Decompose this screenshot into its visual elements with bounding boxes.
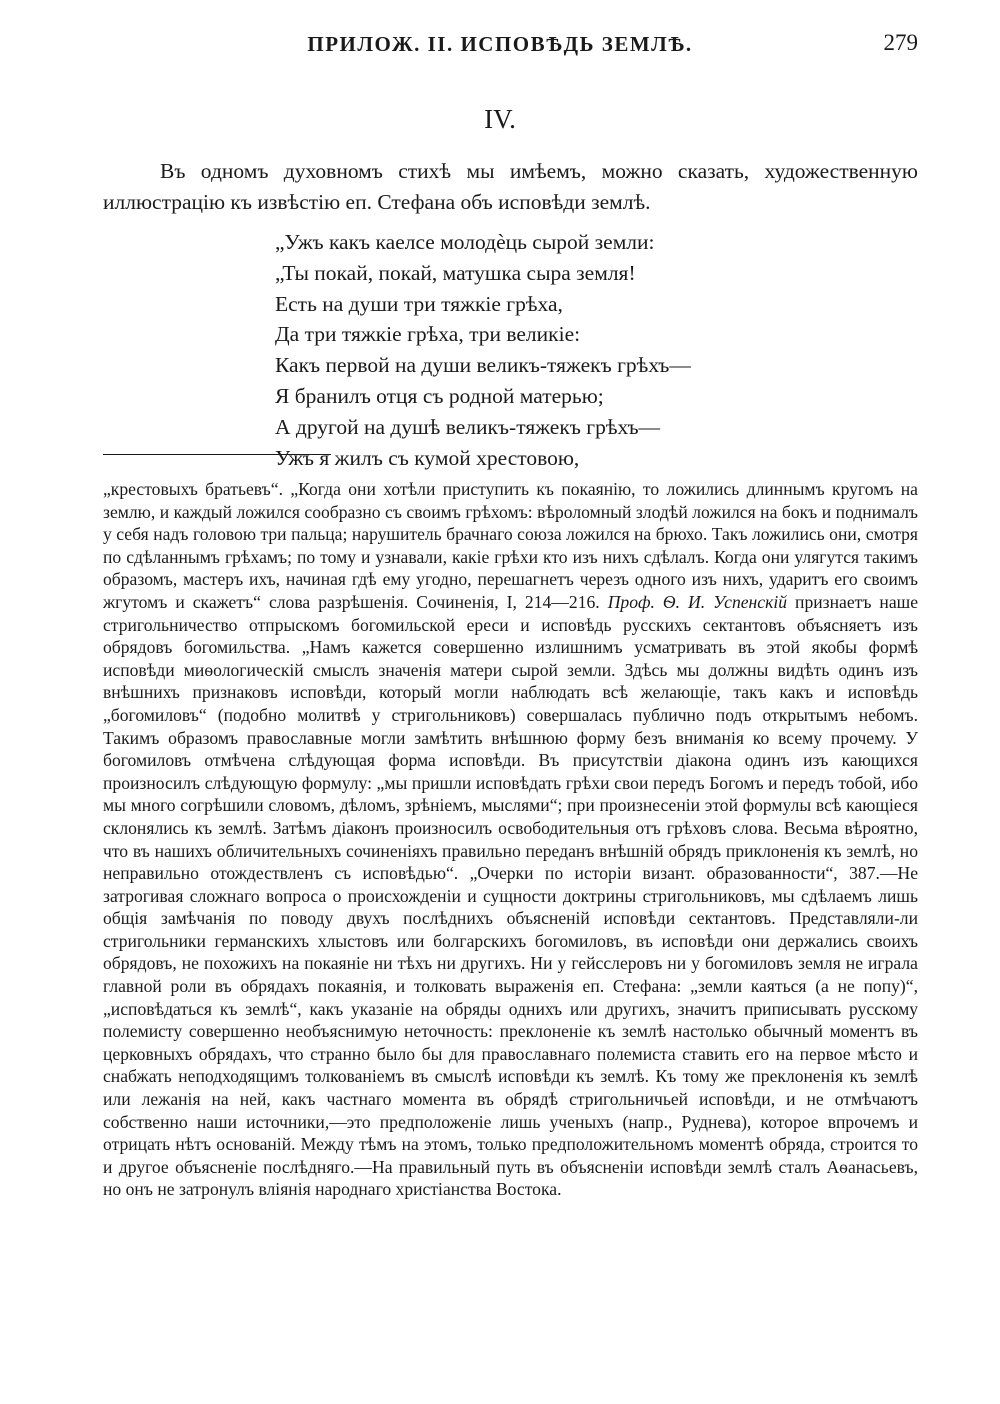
verse-line: Ужъ я жилъ съ кумой хрестовою, (275, 445, 580, 470)
verse-line: А другой на душѣ великъ-тяжекъ грѣхъ— (275, 414, 661, 439)
verse-line: Я бранилъ отця съ родной матерью; (275, 383, 604, 408)
footnote-part-2: признаетъ наше стригольничество отпрыскомъ богомильской ереси и исповѣдь русскихъ сектантовъ объясняетъ изъ обрядовъ богомильства. „Намъ кажется совершенно излишнимъ усматривать въ этой якобы формѣ исповѣди миѳологическій смыслъ значенія матери сырой земли. Здѣсь мы должны видѣть одинъ изъ внѣшнихъ признаковъ исповѣди, который могли наблюдать всѣ желающіе, такъ какъ и исповѣдь „богомиловъ“ (подобно молитвѣ у стригольниковъ) совершалась публично подъ открытымъ небомъ. Такимъ образомъ православные могли замѣтить внѣшнюю форму безъ вниманія ко всему прочему. У богомиловъ отмѣчена слѣдующая форма исповѣди. Въ присутствіи діакона одинъ изъ кающихся произносилъ слѣдующую формулу: „мы пришли исповѣдать грѣхи свои передъ Богомъ и передъ тобой, ибо мы много согрѣшили словомъ, дѣломъ, зрѣніемъ, мыслями“; при произнесеніи этой формулы всѣ кающіеся склонялись къ землѣ. Затѣмъ діаконъ произносилъ освободительныя отъ грѣховъ слова. Весьма вѣроятно, что въ нашихъ обличительныхъ сочиненіяхъ правильно переданъ внѣшній обрядъ приклоненія къ землѣ, но неправильно отождествленъ съ исповѣдью“. „Очерки по исторіи визант. образованности“, 387.—Не затрогивая сложнаго вопроса о происхожденіи и сущности доктрины стригольниковъ, мы сдѣлаемъ лишь общія замѣчанія по поводу двухъ послѣднихъ объясненій исповѣди сектантовъ. Представляли-ли стригольники германскихъ хлыстовъ или болгарскихъ богомиловъ, въ исповѣди они держались своихъ обрядовъ, не похожихъ на покаяніе ни тѣхъ ни другихъ. Ни у гейсслеровъ ни у богомиловъ земля не играла главной роли въ обрядахъ покаянія, и толковать выраженія еп. Стефана: „земли каяться (а не попу)“, „исповѣдаться къ землѣ“, какъ указаніе на обряды однихъ или другихъ, значитъ приписывать русскому полемисту совершенно необъяснимую неточность: преклоненіе къ землѣ настолько обычный моментъ въ церковныхъ обрядахъ, что странно было бы для православнаго полемиста ставить его на первое мѣсто и снабжать неподходящимъ толкованіемъ въ смыслѣ исповѣди къ землѣ. Къ тому же преклоненія къ землѣ или лежанія на ней, какъ частнаго момента въ обрядѣ стригольничьей исповѣди, и не отмѣчаютъ собственно наши источники,—это предположеніе лишь ученыхъ (напр., Руднева), которое впрочемъ и отрицать нѣтъ основаній. Между тѣмъ на этомъ, только предположительномъ моментѣ обряда, строится то и другое объясненіе послѣдняго.—На правильный путь въ объясненіи исповѣди землѣ сталъ Аѳанасьевъ, но онъ не затронулъ вліянія народнаго христіанства Востока. (103, 591, 919, 1200)
footnote-author: Проф. Ѳ. И. Успенскій (607, 591, 788, 612)
running-title: ПРИЛОЖ. II. ИСПОВѢДЬ ЗЕМЛѢ. (307, 32, 693, 56)
footnote-separator (103, 454, 331, 455)
section-numeral: IV. (484, 104, 516, 134)
footnote-text (103, 478, 918, 1201)
verse-line: „Ужъ какъ каелсе молодѐць сырой земли: (275, 230, 655, 254)
verse-line: Есть на души три тяжкіе грѣха, (275, 291, 563, 316)
page-header (0, 30, 1000, 60)
verse-line: Да три тяжкіе грѣха, три великіе: (275, 322, 581, 347)
intro-paragraph: Въ одномъ духовномъ стихѣ мы имѣемъ, можно сказать, художественную иллюстрацію къ извѣстію еп. Стефана объ исповѣди землѣ. (103, 159, 918, 214)
page-number: 279 (883, 30, 918, 55)
verse-line: Какъ первой на души великъ-тяжекъ грѣхъ— (275, 353, 691, 378)
footnote-part-1: „крестовыхъ братьевъ“. „Когда они хотѣли приступить къ покаянію, то ложились длиннымъ кругомъ на землю, и каждый ложился сообразно съ своимъ грѣхомъ: вѣроломный злодѣй ложился на бокъ и поднималъ у себя надъ головою три пальца; нарушитель брачнаго союза ложился на брюхо. Такъ ложились они, смотря по сдѣланнымъ грѣхамъ; по тому и узнавали, какіе грѣхи кто изъ нихъ сдѣлалъ. Когда они улягутся такимъ образомъ, мастеръ ихъ, начиная гдѣ ему угодно, перешагнетъ черезъ одного изъ нихъ, ударитъ его своимъ жгутомъ и скажетъ“ слова разрѣшенія. Сочиненія, I, 214—216. (103, 479, 918, 612)
verse-line: „Ты покай, покай, матушка сыра земля! (275, 260, 636, 285)
verse-block (275, 227, 875, 473)
